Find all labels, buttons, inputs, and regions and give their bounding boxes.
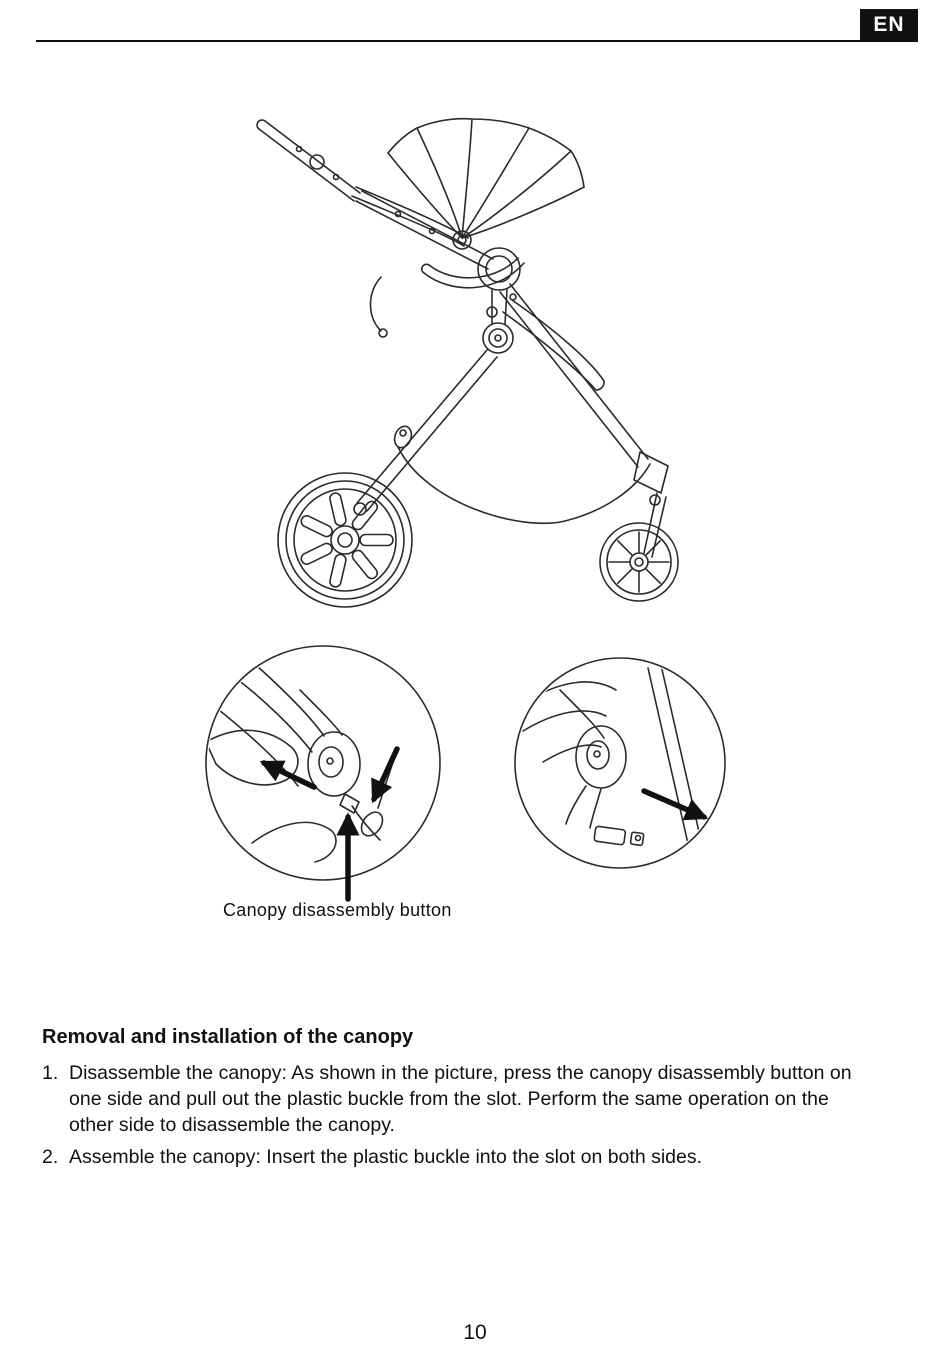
page-number: 10: [463, 1321, 487, 1344]
rear-wheel: [278, 473, 412, 607]
canopy-button: [340, 794, 359, 813]
detail-view-left: [206, 646, 440, 899]
language-badge: EN: [860, 9, 918, 41]
pull-arrow-right: [644, 791, 704, 817]
buckle-slot: [594, 826, 626, 845]
instructions-section: [42, 1026, 877, 1176]
press-arrow-left: [264, 763, 314, 787]
list-item-1: [42, 1060, 877, 1138]
list-text-1: Disassemble the canopy: As shown in the picture, press the canopy disassembly button on one side and pull out the plastic buckle from the slot. Perform the same operation on the other side to disassemble the canopy.: [69, 1062, 852, 1136]
press-arrow-down: [374, 749, 397, 799]
detail-view-right: [515, 658, 725, 868]
list-number-1: 1.: [42, 1062, 59, 1084]
list-text-2: Assemble the canopy: Insert the plastic buckle into the slot on both sides.: [69, 1146, 703, 1168]
list-number-2: 2.: [42, 1146, 59, 1168]
front-wheel: [600, 523, 678, 601]
plastic-buckle: [630, 832, 644, 846]
section-heading: Removal and installation of the canopy: [42, 1026, 414, 1048]
list-item-2: [42, 1144, 877, 1170]
stroller-side-view: [257, 119, 678, 607]
figure-caption: Canopy disassembly button: [223, 900, 452, 920]
